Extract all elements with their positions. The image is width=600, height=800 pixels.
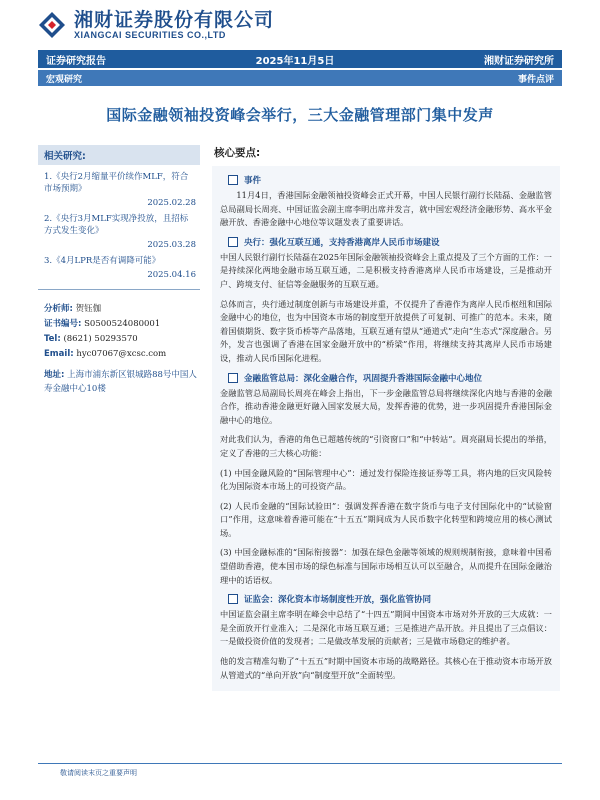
report-title: 国际金融领袖投资峰会举行，三大金融管理部门集中发声	[106, 106, 494, 124]
paragraph: 11月4日，香港国际金融领袖投资峰会正式开幕，中国人民银行副行长陆磊、金融监管总局副局长周亮、中国证监会副主席李明出席并发言，就中国宏观经济金融形势、高水平金融开放、香港金融中心地位等议题发表了重要讲话。	[220, 190, 552, 228]
section-heading: 央行：强化互联互通，支持香港离岸人民币市场建设	[228, 236, 552, 248]
address-block	[38, 368, 200, 396]
report-date: 2025年11月5日	[255, 55, 335, 67]
square-bullet-icon	[228, 175, 238, 185]
subheader-bar	[38, 70, 562, 86]
related-item-date: 2025.03.28	[147, 240, 196, 250]
institute-name: 湘财证券研究所	[484, 55, 554, 67]
email-address[interactable]: hyc07067@xcsc.com	[76, 349, 167, 359]
paragraph: 他的发言精准勾勒了“十五五”时期中国资本市场的战略路径。其核心在于推动资本市场开放从管道式的“单向开放”向“制度型开放”全面转型。	[220, 656, 552, 680]
related-item[interactable]: 2.《央行3月MLF实现净投放，且招标方式发生变化》	[44, 214, 189, 236]
content-box	[212, 166, 560, 691]
tel-number: (8621) 50293570	[63, 334, 138, 344]
related-item-date: 2025.02.28	[147, 198, 196, 208]
cert-label: 证书编号:	[44, 319, 82, 329]
address-text: 上海市浦东新区银城路88号中国人寿金融中心10楼	[44, 370, 197, 394]
paragraph: 总体而言，央行通过制度创新与市场建设并重，不仅提升了香港作为离岸人民币枢纽和国际金融中心的地位，也为中国资本市场的制度型开放提供了可复制、可推广的范本。未来，随着国债期货、数字货币桥等产品落地，互联互通有望从“通道式”走向“生态式”深度融合。另外，发言也强调了香港在国家金融开放中的“桥梁”作用，将继续支持其离岸人民币市场建设，推动人民币国际化进程。	[220, 298, 552, 363]
key-points-heading: 核心要点:	[214, 147, 261, 159]
paragraph: (1) 中国金融风险的“国际管理中心”：通过发行保险连接证券等工具，将内地的巨灾风险转化为国际资本市场上的可投资产品。	[220, 467, 552, 492]
main-content	[212, 145, 560, 691]
footer-disclaimer: 敬请阅读末页之重要声明	[60, 769, 137, 777]
related-item[interactable]: 3.《4月LPR是否有调降可能》	[44, 256, 161, 266]
paragraph: (3) 中国金融标准的“国际衔接器”：加强在绿色金融等领域的规则规制衔接，意味着中国希望借助香港，使本国市场的绿色标准与国际市场相互认可以至融合，从而提升在国际金融治理中的话语权。	[220, 547, 552, 585]
square-bullet-icon	[228, 373, 238, 383]
email-label: Email:	[44, 349, 74, 359]
related-item[interactable]: 1.《央行2月缩量平价续作MLF，符合市场预期》	[44, 172, 189, 194]
square-bullet-icon	[228, 594, 238, 604]
report-subcategory: 事件点评	[517, 74, 554, 85]
paragraph: 中国证监会副主席李明在峰会中总结了“十四五”期间中国资本市场对外开放的三大成就：一是全面放开行业准入；二是深化市场互联互通；三是推进产品开放。并且提出了三点倡议：一是做投资价值的发现者；二是做改革发展的贡献者；三是做市场稳定的维护者。	[220, 609, 552, 647]
analyst-info	[38, 302, 200, 362]
section-heading: 金融监管总局：深化金融合作，巩固提升香港国际金融中心地位	[228, 372, 552, 384]
analyst-name: 贺钰伽	[75, 304, 102, 314]
related-item-date: 2025.04.16	[147, 270, 196, 280]
section-heading: 事件	[228, 174, 552, 186]
square-bullet-icon	[228, 237, 238, 247]
company-name-en: XIANGCAI SECURITIES CO.,LTD	[74, 29, 226, 40]
company-name-cn: 湘财证券股份有限公司	[74, 8, 275, 31]
tel-label: Tel:	[44, 334, 61, 344]
company-logo	[38, 8, 274, 42]
paragraph: (2) 人民币金融的“国际试验田”：强调发挥香港在数字货币与电子支付国际化中的“试验窗口”作用，这意味着香港可能在“十五五”期间成为人民币数字化转型和跨境应用的核心测试场。	[220, 500, 552, 538]
header-bar	[38, 50, 562, 68]
paragraph: 中国人民银行副行长陆磊在2025年国际金融领袖投资峰会上重点提及了三个方面的工作：一是持续深化两地金融市场互联互通，二是积极支持香港离岸人民币市场建设，三是推动开户、跨境支付、征信等金融服务的互联互通。	[220, 251, 552, 289]
section-heading: 证监会：深化资本市场制度性开放，强化监管协同	[228, 593, 552, 605]
sidebar	[38, 145, 200, 396]
cert-number: S0500524080001	[84, 319, 161, 329]
logo-mark-icon	[38, 11, 66, 39]
paragraph: 对此我们认为，香港的角色已超越传统的“引资窗口”和“中转站”。周亮副局长提出的举措，定义了香港的三大核心功能：	[220, 434, 552, 458]
report-type: 证券研究报告	[46, 55, 106, 67]
analyst-label: 分析师:	[44, 304, 73, 314]
paragraph: 金融监管总局副局长周亮在峰会上指出，下一步金融监管总局将继续深化内地与香港的金融合作，推动香港金融更好融入国家发展大局，发挥香港的优势，进一步巩固提升香港国际金融中心的地位。	[220, 387, 552, 425]
report-category: 宏观研究	[46, 74, 83, 85]
footer-divider	[38, 763, 562, 764]
address-label: 地址:	[44, 370, 65, 380]
related-research-heading: 相关研究:	[38, 145, 200, 165]
related-research-list	[38, 165, 200, 290]
